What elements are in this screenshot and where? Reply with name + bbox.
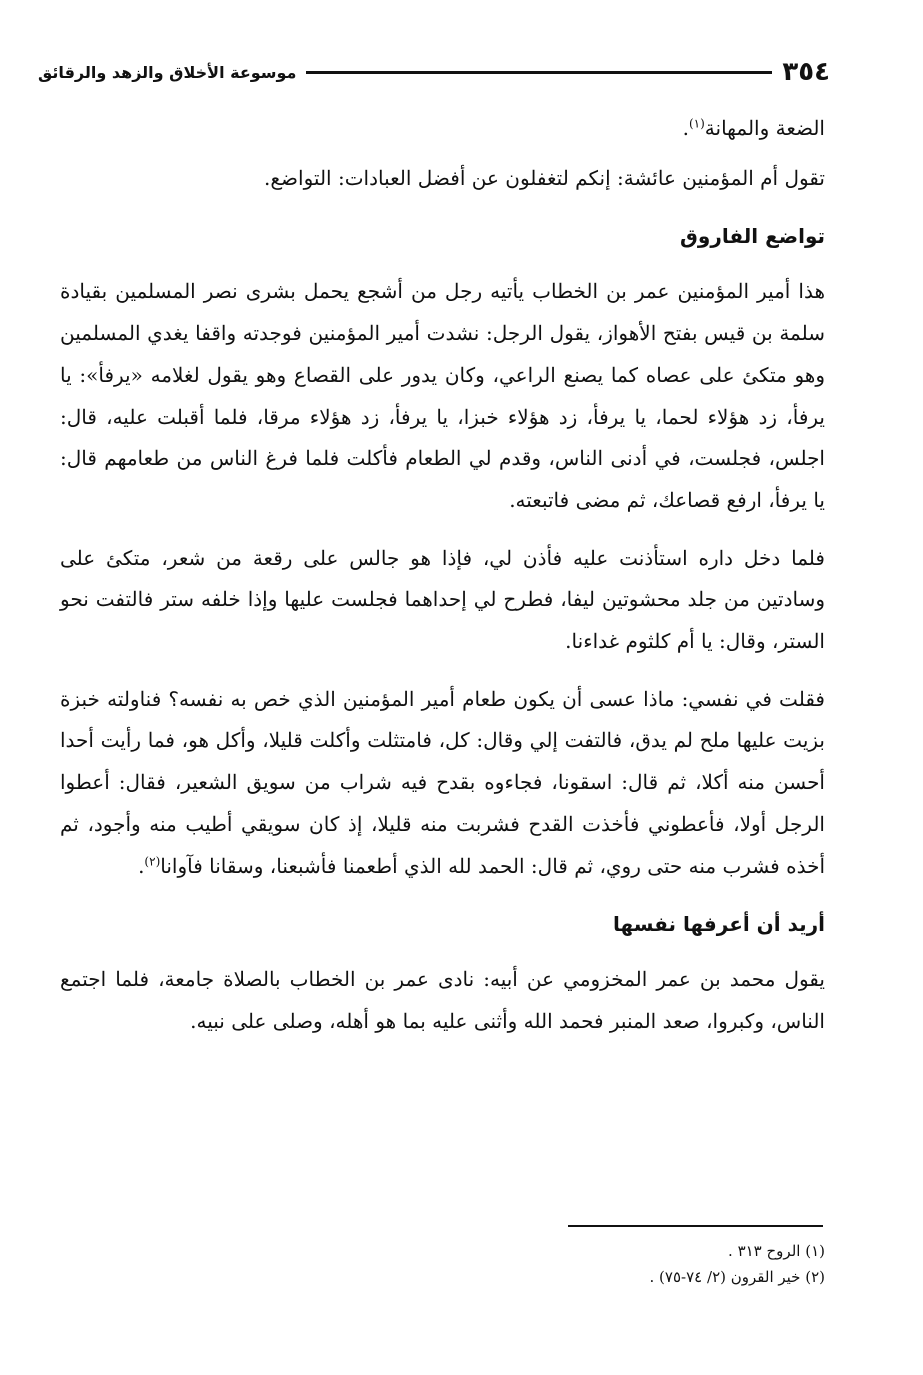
paragraph: هذا أمير المؤمنين عمر بن الخطاب يأتيه رجل من أشجع يحمل بشرى نصر المسلمين بقيادة سلمة بن قيس بفتح الأهواز، يقول الرجل: نشدت أمير المؤمنين فوجدته واقفا يغدي المسلمين وهو متكئ على عصاه كما يصنع الراعي، وكان يدور على القصاع وهو يقول لغلامه «يرفأ»: يا يرفأ، زد هؤلاء لحما، يا يرفأ، زد هؤلاء خبزا، يا يرفأ، زد هؤلاء مرقا، فلما أقبلت عليه، قال: اجلس، فجلست، في أدنى الناس، وقدم لي الطعام فأكلت فلما فرغ الناس من طعامهم قال: يا يرفأ، ارفع قصاعك، ثم مضى فاتبعته. bbox=[60, 279, 825, 512]
paragraph-end: . bbox=[138, 853, 145, 878]
paragraph-text: فقلت في نفسي: ماذا عسى أن يكون طعام أمير المؤمنين الذي خص به نفسه؟ فناولته خبزة بزيت عليها ملح لم يدق، فالتفت إلي وقال: كل، فامتثلت وأكلت قليلا، وأكل هو، فما رأيت أحدا أحسن منه أكلا، ثم قال: اسقونا، فجاءوه بقدح فيه شراب من سويق الشعير، فقال: أعطوا الرجل أولا، فأعطوني فأخذت القدح فشربت منه قليلا، إذ كان سويقي أطيب منه وأجود، ثم أخذه فشرب منه حتى روي، ثم قال: الحمد لله الذي أطعمنا فأشبعنا، وسقانا فآوانا bbox=[60, 686, 825, 878]
paragraph: فلما دخل داره استأذنت عليه فأذن لي، فإذا هو جالس على رقعة من شعر، متكئ على وسادتين من جلد محشوتين ليفا، فطرح لي إحداهما فجلست عليها وإذا خلفه ستر فالتفت نحو الستر، وقال: يا أم كلثوم غداءنا. bbox=[60, 545, 825, 654]
page-body bbox=[60, 108, 825, 1059]
header-rule bbox=[306, 71, 772, 74]
paragraph: تقول أم المؤمنين عائشة: إنكم لتغفلون عن أفضل العبادات: التواضع. bbox=[264, 165, 825, 190]
paragraph: يقول محمد بن عمر المخزومي عن أبيه: نادى عمر بن الخطاب بالصلاة جامعة، فلما اجتمع الناس، وكبروا، صعد المنبر فحمد الله وأثنى عليه بما هو أهله، وصلى على نبيه. bbox=[60, 967, 825, 1033]
section-heading: أريد أن أعرفها نفسها bbox=[613, 912, 825, 937]
paragraph bbox=[60, 679, 825, 888]
footnote-marker: (١) bbox=[688, 116, 705, 131]
paragraph-text: الضعة والمهانة bbox=[704, 116, 825, 140]
footnote: (١) الروح ٣١٣ . bbox=[728, 1242, 825, 1260]
footnote-marker: (٢) bbox=[144, 853, 161, 868]
footnote-rule bbox=[568, 1225, 823, 1227]
section-heading: تواضع الفاروق bbox=[680, 224, 825, 249]
footnotes bbox=[400, 1238, 825, 1290]
paragraph: الضعة والمهانة$^{(١)}$. bbox=[682, 116, 825, 140]
page-header bbox=[38, 52, 830, 92]
footnote: (٢) خير القرون (٢/ ٧٤-٧٥) . bbox=[649, 1268, 825, 1286]
page-number: ٣٥٤ bbox=[782, 57, 830, 87]
book-title: موسوعة الأخلاق والزهد والرقائق bbox=[38, 62, 297, 82]
